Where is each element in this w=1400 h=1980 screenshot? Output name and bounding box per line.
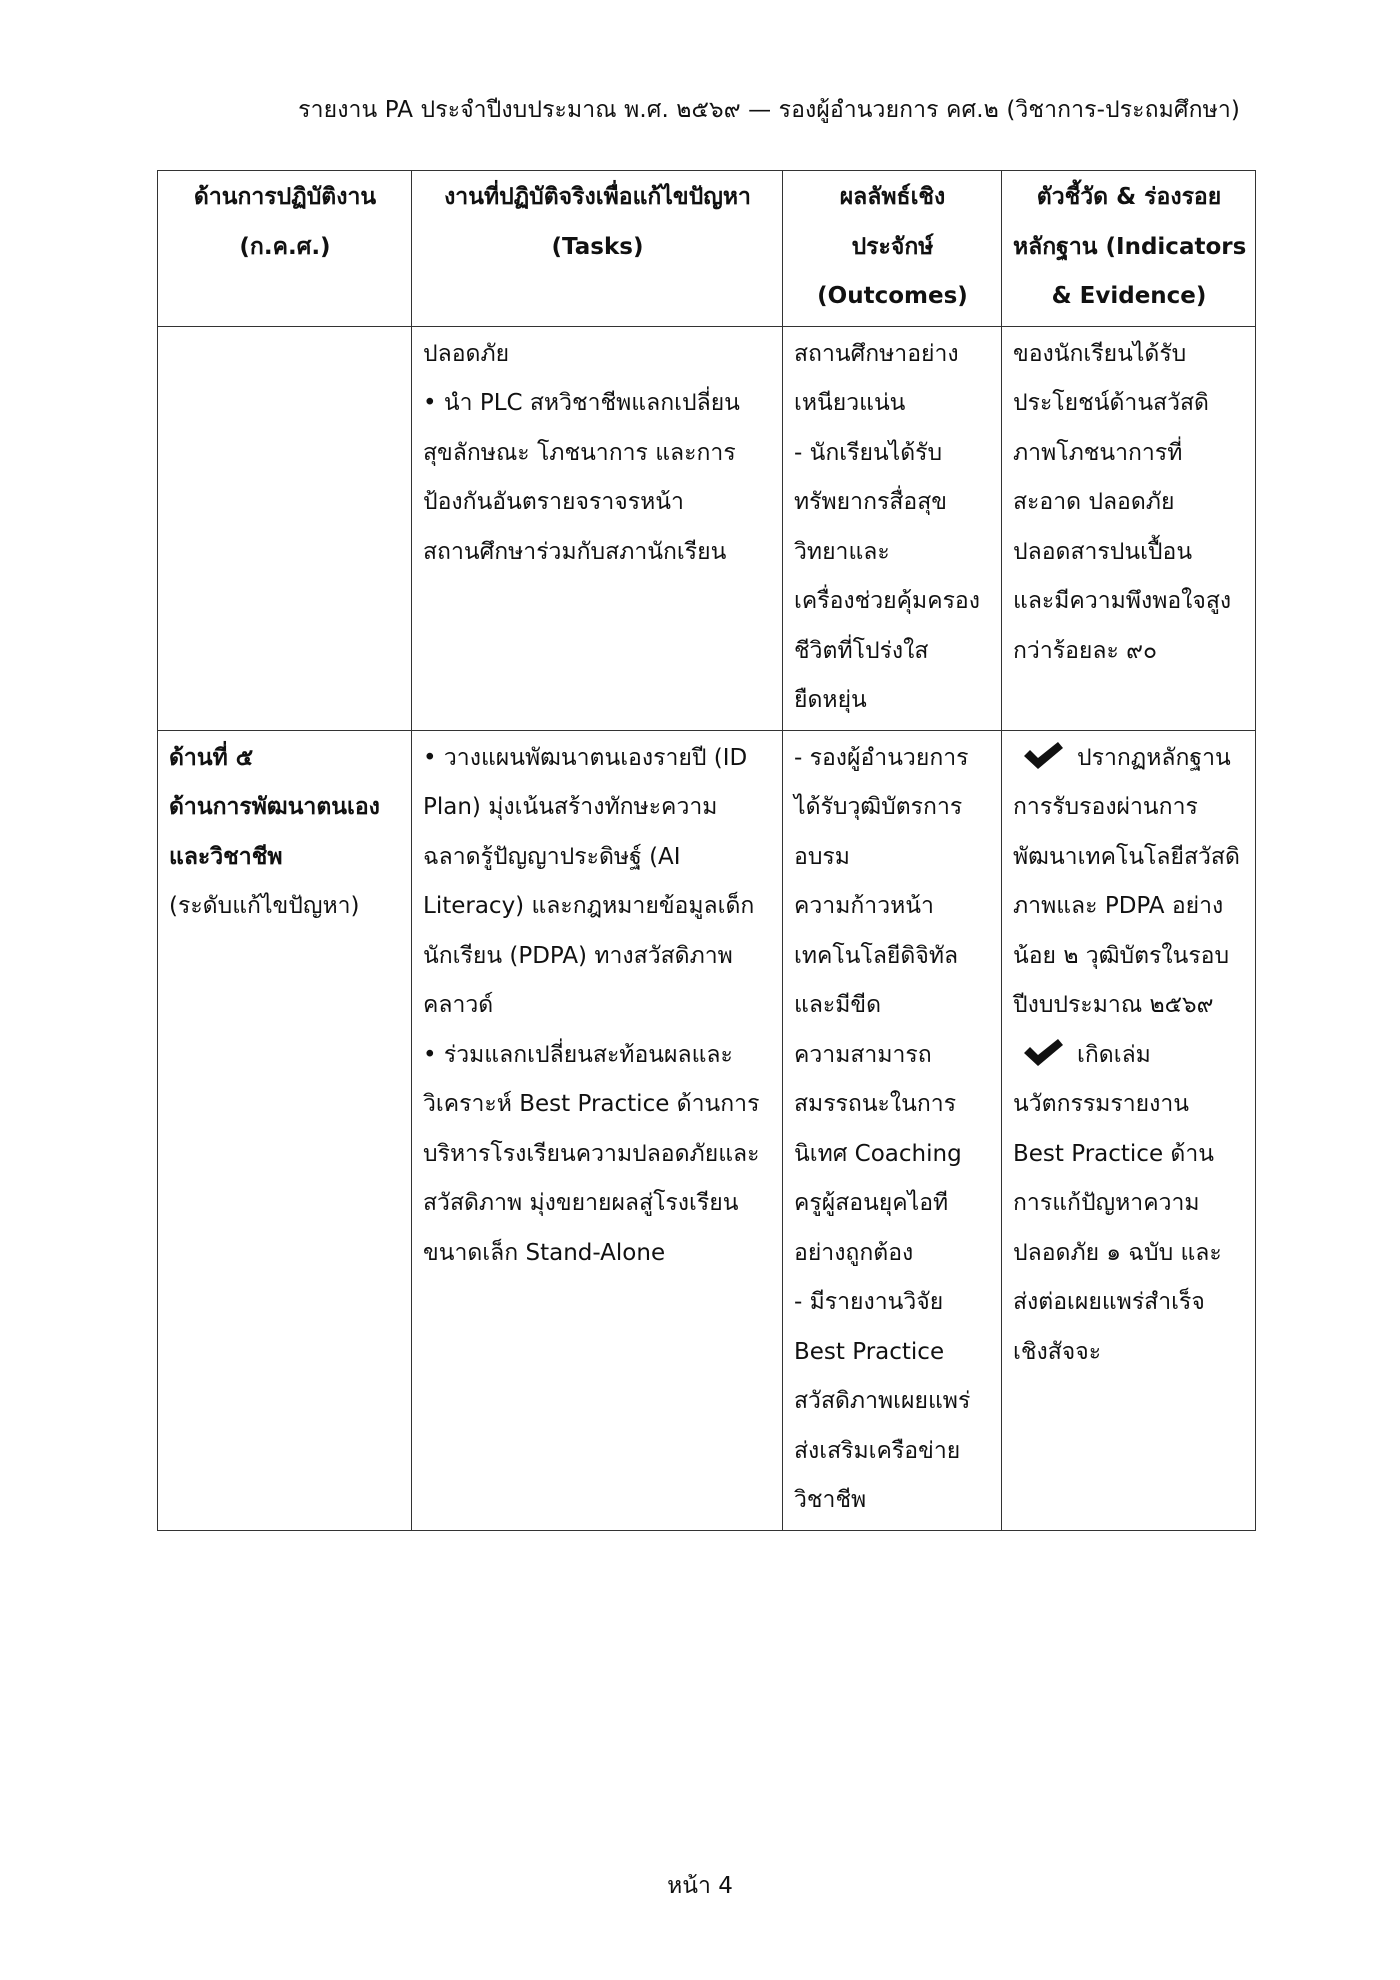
check-item bbox=[1013, 734, 1245, 784]
check-item-label: เกิดเล่ม bbox=[1077, 1041, 1151, 1068]
cell-line: พัฒนาเทคโนโลยีสวัสดิ bbox=[1013, 843, 1240, 870]
cell-line: Best Practice bbox=[794, 1338, 945, 1365]
checkmark-icon bbox=[1021, 1037, 1065, 1067]
cell-outcomes bbox=[783, 326, 1002, 730]
header-line: (Tasks) bbox=[551, 233, 644, 260]
cell-line: เหนียวแน่น bbox=[794, 390, 906, 416]
cell-line: สถานศึกษาอย่าง bbox=[794, 340, 959, 367]
area-title-line: และวิชาชีพ bbox=[169, 843, 283, 870]
table-row bbox=[158, 730, 1256, 1530]
cell-line: - นักเรียนได้รับ bbox=[794, 439, 943, 466]
header-line: ตัวชี้วัด & ร่องรอย bbox=[1036, 184, 1222, 210]
cell-line: เชิงสัจจะ bbox=[1013, 1338, 1102, 1365]
cell-line: ภาพและ PDPA อย่าง bbox=[1013, 893, 1224, 919]
cell-line: ทรัพยากรสื่อสุข bbox=[794, 489, 947, 515]
page-number: หน้า 4 bbox=[667, 1873, 733, 1899]
cell-indicators bbox=[1002, 326, 1256, 730]
cell-line: วิเคราะห์ Best Practice ด้านการ bbox=[423, 1091, 760, 1117]
pa-report-table bbox=[157, 170, 1256, 1531]
area-title-line: ด้านที่ ๕ bbox=[169, 744, 254, 771]
cell-line: ยืดหยุ่น bbox=[794, 687, 867, 713]
cell-line: Literacy) และกฎหมายข้อมูลเด็ก bbox=[423, 893, 755, 919]
cell-line: • นำ PLC สหวิชาชีพแลกเปลี่ยน bbox=[423, 390, 740, 416]
table-row bbox=[158, 326, 1256, 730]
cell-line: Best Practice ด้าน bbox=[1013, 1140, 1214, 1167]
column-header-outcomes bbox=[783, 171, 1002, 327]
cell-line: วิทยาและ bbox=[794, 538, 890, 565]
cell-line: อบรม bbox=[794, 843, 850, 870]
cell-line: ชีวิตที่โปร่งใส bbox=[794, 637, 929, 664]
cell-line: สวัสดิภาพเผยแพร่ bbox=[794, 1388, 971, 1414]
cell-line: บริหารโรงเรียนความปลอดภัยและ bbox=[423, 1140, 760, 1167]
cell-line: การรับรองผ่านการ bbox=[1013, 794, 1198, 820]
cell-line: สุขลักษณะ โภชนาการ และการ bbox=[423, 439, 736, 466]
cell-line: • วางแผนพัฒนาตนเองรายปี (ID bbox=[423, 744, 748, 771]
cell-line: คลาวด์ bbox=[423, 992, 494, 1018]
cell-line: กว่าร้อยละ ๙๐ bbox=[1013, 637, 1158, 664]
cell-line: ฉลาดรู้ปัญญาประดิษฐ์ (AI bbox=[423, 843, 681, 870]
cell-line: สมรรถนะในการ bbox=[794, 1091, 957, 1117]
cell-line: ป้องกันอันตรายจราจรหน้า bbox=[423, 489, 684, 515]
check-item-label: ปรากฏหลักฐาน bbox=[1077, 744, 1231, 771]
header-line: งานที่ปฏิบัติจริงเพื่อแก้ไขปัญหา bbox=[444, 184, 751, 210]
cell-line: Plan) มุ่งเน้นสร้างทักษะความ bbox=[423, 794, 718, 820]
area-title-line: ด้านการพัฒนาตนเอง bbox=[169, 794, 380, 820]
cell-line: • ร่วมแลกเปลี่ยนสะท้อนผลและ bbox=[423, 1041, 733, 1068]
checkmark-icon bbox=[1021, 740, 1065, 770]
cell-outcomes bbox=[783, 730, 1002, 1530]
cell-line: ของนักเรียนได้รับ bbox=[1013, 340, 1187, 367]
header-line: ผลลัพธ์เชิง bbox=[839, 184, 946, 210]
column-header-area bbox=[158, 171, 412, 327]
cell-line: และมีขีด bbox=[794, 992, 882, 1018]
cell-line: เทคโนโลยีดิจิทัล bbox=[794, 942, 959, 969]
table-header-row bbox=[158, 171, 1256, 327]
cell-line: ประโยชน์ด้านสวัสดิ bbox=[1013, 390, 1209, 416]
cell-line: นักเรียน (PDPA) ทางสวัสดิภาพ bbox=[423, 942, 733, 969]
page-header: รายงาน PA ประจำปีงบประมาณ พ.ศ. ๒๕๖๙ — รองผู้อำนวยการ คศ.๒ (วิชาการ-ประถมศึกษา) bbox=[298, 97, 1240, 123]
header-line: ด้านการปฏิบัติงาน bbox=[193, 184, 377, 210]
cell-line: - รองผู้อำนวยการ bbox=[794, 744, 969, 771]
cell-line: วิชาชีพ bbox=[794, 1487, 867, 1513]
cell-line: ปีงบประมาณ ๒๕๖๙ bbox=[1013, 992, 1214, 1018]
check-item bbox=[1013, 1031, 1245, 1081]
cell-line: ขนาดเล็ก Stand-Alone bbox=[423, 1239, 666, 1266]
column-header-tasks bbox=[412, 171, 783, 327]
cell-line: การแก้ปัญหาความ bbox=[1013, 1190, 1200, 1216]
cell-line: เครื่องช่วยคุ้มครอง bbox=[794, 588, 980, 614]
header-line: (ก.ค.ศ.) bbox=[239, 233, 331, 260]
cell-tasks bbox=[412, 730, 783, 1530]
cell-line: ส่งต่อเผยแพร่สำเร็จ bbox=[1013, 1289, 1205, 1315]
cell-line: ได้รับวุฒิบัตรการ bbox=[794, 794, 963, 820]
cell-line: สวัสดิภาพ มุ่งขยายผลสู่โรงเรียน bbox=[423, 1190, 739, 1216]
cell-line: ความสามารถ bbox=[794, 1041, 932, 1068]
cell-indicators bbox=[1002, 730, 1256, 1530]
column-header-indicators bbox=[1002, 171, 1256, 327]
cell-line: อย่างถูกต้อง bbox=[794, 1239, 914, 1266]
cell-line: ครูผู้สอนยุคไอที bbox=[794, 1190, 949, 1216]
cell-line: ปลอดภัย bbox=[423, 340, 510, 367]
cell-tasks bbox=[412, 326, 783, 730]
header-line: (Outcomes) bbox=[817, 283, 968, 309]
cell-line: ความก้าวหน้า bbox=[794, 893, 934, 919]
cell-line: - มีรายงานวิจัย bbox=[794, 1289, 944, 1315]
header-line: หลักฐาน (Indicators bbox=[1013, 233, 1247, 260]
cell-line: ปลอดภัย ๑ ฉบับ และ bbox=[1013, 1239, 1222, 1266]
header-line: & Evidence) bbox=[1051, 283, 1207, 309]
cell-area bbox=[158, 730, 412, 1530]
cell-line: สถานศึกษาร่วมกับสภานักเรียน bbox=[423, 538, 727, 565]
cell-area bbox=[158, 326, 412, 730]
cell-line: ส่งเสริมเครือข่าย bbox=[794, 1437, 961, 1464]
cell-line: ปลอดสารปนเปื้อน bbox=[1013, 538, 1193, 565]
area-note: (ระดับแก้ไขปัญหา) bbox=[169, 893, 360, 919]
cell-line: และมีความพึงพอใจสูง bbox=[1013, 588, 1232, 614]
cell-line: นวัตกรรมรายงาน bbox=[1013, 1091, 1189, 1117]
cell-line: สะอาด ปลอดภัย bbox=[1013, 489, 1175, 515]
header-line: ประจักษ์ bbox=[851, 233, 934, 260]
cell-line: น้อย ๒ วุฒิบัตรในรอบ bbox=[1013, 942, 1230, 969]
cell-line: นิเทศ Coaching bbox=[794, 1140, 962, 1167]
cell-line: ภาพโภชนาการที่ bbox=[1013, 439, 1183, 466]
